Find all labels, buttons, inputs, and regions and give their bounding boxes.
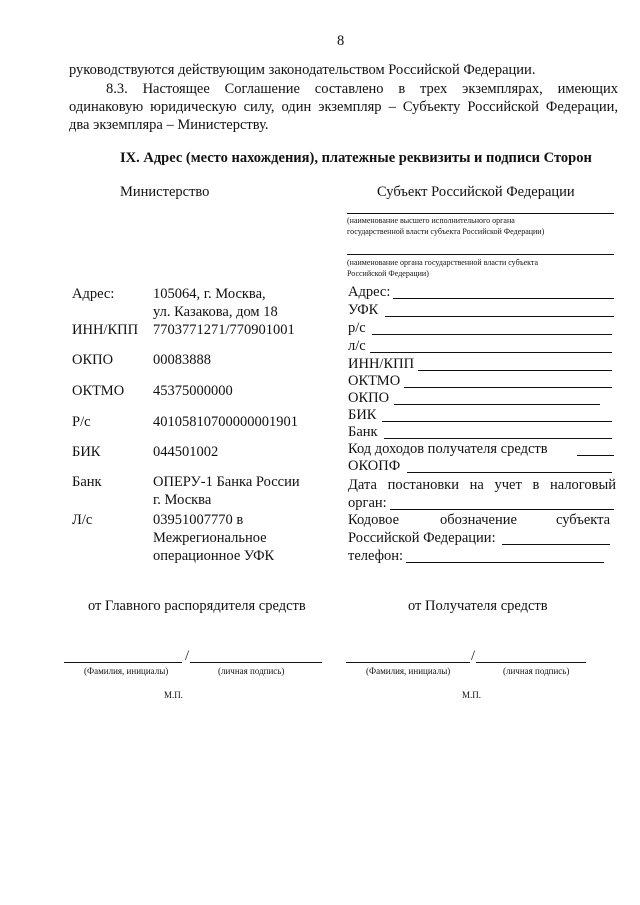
subject-okopf-label: ОКОПФ [348,458,401,474]
subject-address-label: Адрес: [348,284,391,300]
subject-ls-line [370,352,612,353]
subject-income-code-line [577,455,614,456]
page-number: 8 [337,33,345,49]
subject-bank-line [384,438,612,439]
caption-authority-1: (наименование органа государственной власти субъекта [347,258,539,267]
ministry-bik-value: 044501002 [153,444,219,460]
paragraph-8-3-line2: одинаковую юридическую силу, один экземпляр – Субъекту Российской Федерации, [69,99,618,115]
right-signature-title: от Получателя средств [408,598,548,614]
subject-code-line2: Российской Федерации: [348,530,496,546]
right-name-line [346,662,470,663]
ministry-bank-label: Банк [72,474,102,490]
section-title: IX. Адрес (место нахождения), платежные реквизиты и подписи Сторон [120,150,592,166]
right-stamp: М.П. [462,690,482,700]
subject-income-code-label: Код доходов получателя средств [348,441,548,457]
paragraph-8-3-line3: два экземпляра – Министерству. [69,117,269,133]
left-signature-title: от Главного распорядителя средств [88,598,306,614]
subject-tax-date-line2: орган: [348,495,387,511]
caption-executive-body-1: (наименование высшего исполнительного органа [347,216,515,225]
left-name-line [64,662,182,663]
subject-bik-line [382,421,612,422]
subject-header: Субъект Российской Федерации [377,184,575,200]
subject-code-line [502,544,610,545]
paragraph-8-3-line1: 8.3. Настоящее Соглашение составлено в трех экземплярах, имеющих [106,81,618,97]
right-sign-line [476,662,586,663]
ministry-ls-label: Л/с [72,512,93,528]
intro-line: руководствуются действующим законодательством Российской Федерации. [69,62,536,78]
subject-address-line [393,298,614,299]
ministry-okpo-label: ОКПО [72,352,114,368]
ministry-ls-line1: 03951007770 в [153,512,244,528]
subject-bik-label: БИК [348,407,377,423]
ministry-rs-value: 40105810700000001901 [153,414,298,430]
ministry-oktmo-label: ОКТМО [72,383,125,399]
ministry-address-label: Адрес: [72,286,115,302]
caption-executive-body-2: государственной власти субъекта Российской Федерации) [347,227,545,236]
ministry-bank-line1: ОПЕРУ-1 Банка России [153,474,300,490]
ministry-address-line2: ул. Казакова, дом 18 [153,304,278,320]
ministry-address-line1: 105064, г. Москва, [153,286,266,302]
subject-phone-line [406,562,604,563]
left-name-caption: (Фамилия, инициалы) [84,666,169,676]
subject-oktmo-label: ОКТМО [348,373,401,389]
subject-okpo-line [394,404,600,405]
subject-tax-date-line1: Дата постановки на учет в налоговый [348,477,616,493]
right-signature-slash: / [471,648,476,664]
subject-ufk-label: УФК [348,302,379,318]
ministry-okpo-value: 00083888 [153,352,211,368]
authority-name-line [347,254,614,255]
ministry-ls-line2: Межрегиональное [153,530,267,546]
ministry-header: Министерство [120,184,210,200]
left-signature-slash: / [185,648,190,664]
left-sign-line [190,662,322,663]
subject-inn-line [418,370,612,371]
ministry-oktmo-value: 45375000000 [153,383,233,399]
subject-bank-label: Банк [348,424,378,440]
right-sign-caption: (личная подпись) [503,666,570,676]
subject-ufk-line [385,316,614,317]
left-sign-caption: (личная подпись) [218,666,285,676]
caption-authority-2: Российской Федерации) [347,269,429,278]
ministry-inn-label: ИНН/КПП [72,322,139,338]
right-name-caption: (Фамилия, инициалы) [366,666,451,676]
ministry-ls-line3: операционное УФК [153,548,275,564]
subject-rs-label: р/с [348,320,366,336]
subject-oktmo-line [404,387,612,388]
left-stamp: М.П. [164,690,184,700]
subject-rs-line [372,334,612,335]
subject-phone-label: телефон: [348,548,404,564]
subject-code-word3: субъекта [556,512,611,528]
ministry-rs-label: Р/с [72,414,91,430]
subject-ls-label: л/с [348,338,366,354]
ministry-inn-value: 7703771271/770901001 [153,322,295,338]
subject-inn-label: ИНН/КПП [348,356,415,372]
subject-name-line [347,213,614,214]
subject-code-word1: Кодовое [348,512,400,528]
subject-code-word2: обозначение [440,512,517,528]
subject-okpo-label: ОКПО [348,390,390,406]
subject-okopf-line [407,472,612,473]
subject-tax-date-line [390,509,614,510]
ministry-bik-label: БИК [72,444,101,460]
ministry-bank-line2: г. Москва [153,492,212,508]
